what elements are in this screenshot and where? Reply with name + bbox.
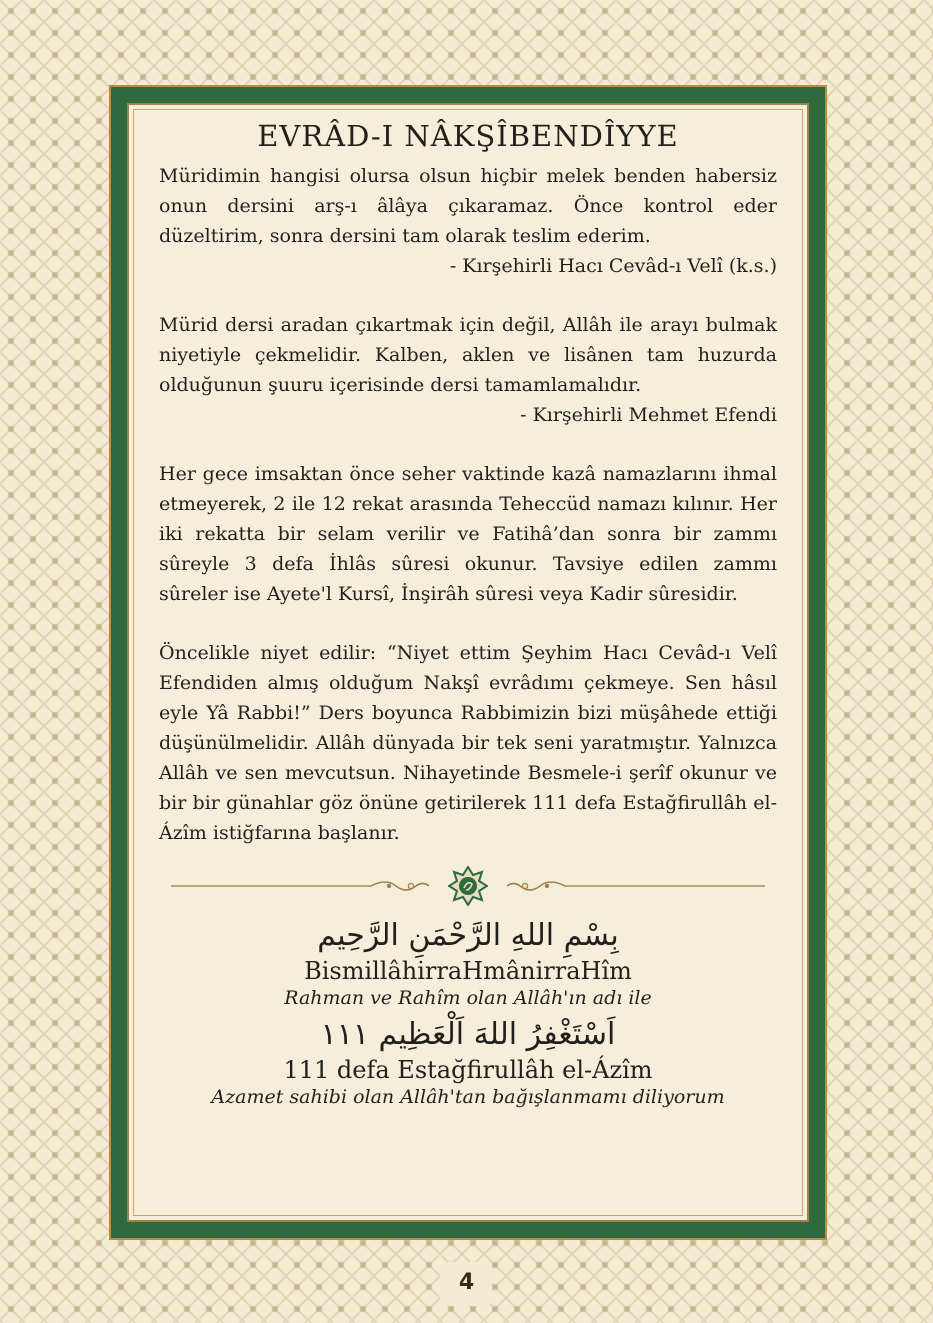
swirl-left-icon — [371, 878, 431, 894]
basmala-meaning: Rahman ve Rahîm olan Allâh'ın adı ile — [284, 987, 652, 1009]
divider-line-left — [171, 885, 371, 887]
content-area — [159, 119, 777, 1108]
tahajjud-paragraph: Her gece imsaktan önce seher vaktinde kazâ namazlarını ihmal etmeyerek, 2 ile 12 rekat arasında Teheccüd namazı kılınır. Her iki rekatta bir selam verilir ve Fatihâ’dan sonra bir zammı sûreyle 3 defa İhlâs sûresi okunur. Tavsiye edilen zammı sûreler ise Ayete'l Kursî, İnşirâh sûresi veya Kadir sûresidir. — [159, 463, 777, 605]
page-title: EVRÂD-I NÂKŞÎBENDÎYYE — [257, 119, 679, 153]
swirl-right-icon — [505, 878, 565, 894]
quote-2-text: Mürid dersi aradan çıkartmak için değil, Allâh ile arayı bulmak niyetiyle çekmelidir. Kalben, aklen ve lisânen tam huzurda olduğunun şuuru içerisinde dersi tamamlamalıdır. — [159, 314, 777, 396]
divider-line-right — [565, 885, 765, 887]
star-medallion-icon — [448, 866, 488, 906]
istighfar-meaning: Azamet sahibi olan Allâh'tan bağışlanmamı diliyorum — [211, 1086, 725, 1108]
content-panel — [127, 103, 809, 1222]
page-number: 4 — [458, 1270, 475, 1295]
basmala-transliteration: BismillâhirraHmânirraHîm — [304, 957, 632, 985]
quote-2-attribution: - Kırşehirli Mehmet Efendi — [520, 404, 777, 426]
ornament-divider — [159, 866, 777, 906]
quote-1-attribution: - Kırşehirli Hacı Cevâd-ı Velî (k.s.) — [449, 255, 777, 277]
intention-paragraph: Öncelikle niyet edilir: “Niyet ettim Şeyhim Hacı Cevâd-ı Velî Efendiden almış olduğum Nakşî evrâdımı çekmeye. Sen hâsıl eyle Yâ Rabbi!” Ders boyunca Rabbimizin bizi müşâhede ettiği düşünülmelidir. Allâh dünyada bir tek seni yaratmıştır. Yalnızca Allâh ve sen mevcutsun. Nihayetinde Besmele-i şerîf okunur ve bir bir günahlar göz önüne getirilerek 111 defa Estağfirullâh el-Ázîm istiğfarına başlanır. — [159, 642, 777, 844]
basmala-arabic: بِسْمِ اللهِ الرَّحْمَنِ الرَّحِيم — [317, 918, 619, 953]
green-border-frame — [109, 85, 827, 1240]
istighfar-arabic: اَسْتَغْفِرُ اللهَ اَلْعَظِيم ١١١ — [320, 1017, 616, 1052]
istighfar-transliteration: 111 defa Estağfirullâh el-Ázîm — [283, 1056, 653, 1084]
quote-1-text: Müridimin hangisi olursa olsun hiçbir melek benden habersiz onun dersini arş-ı âlâya çıkaramaz. Önce kontrol eder düzeltirim, sonra dersini tam olarak teslim ederim. — [159, 165, 777, 247]
